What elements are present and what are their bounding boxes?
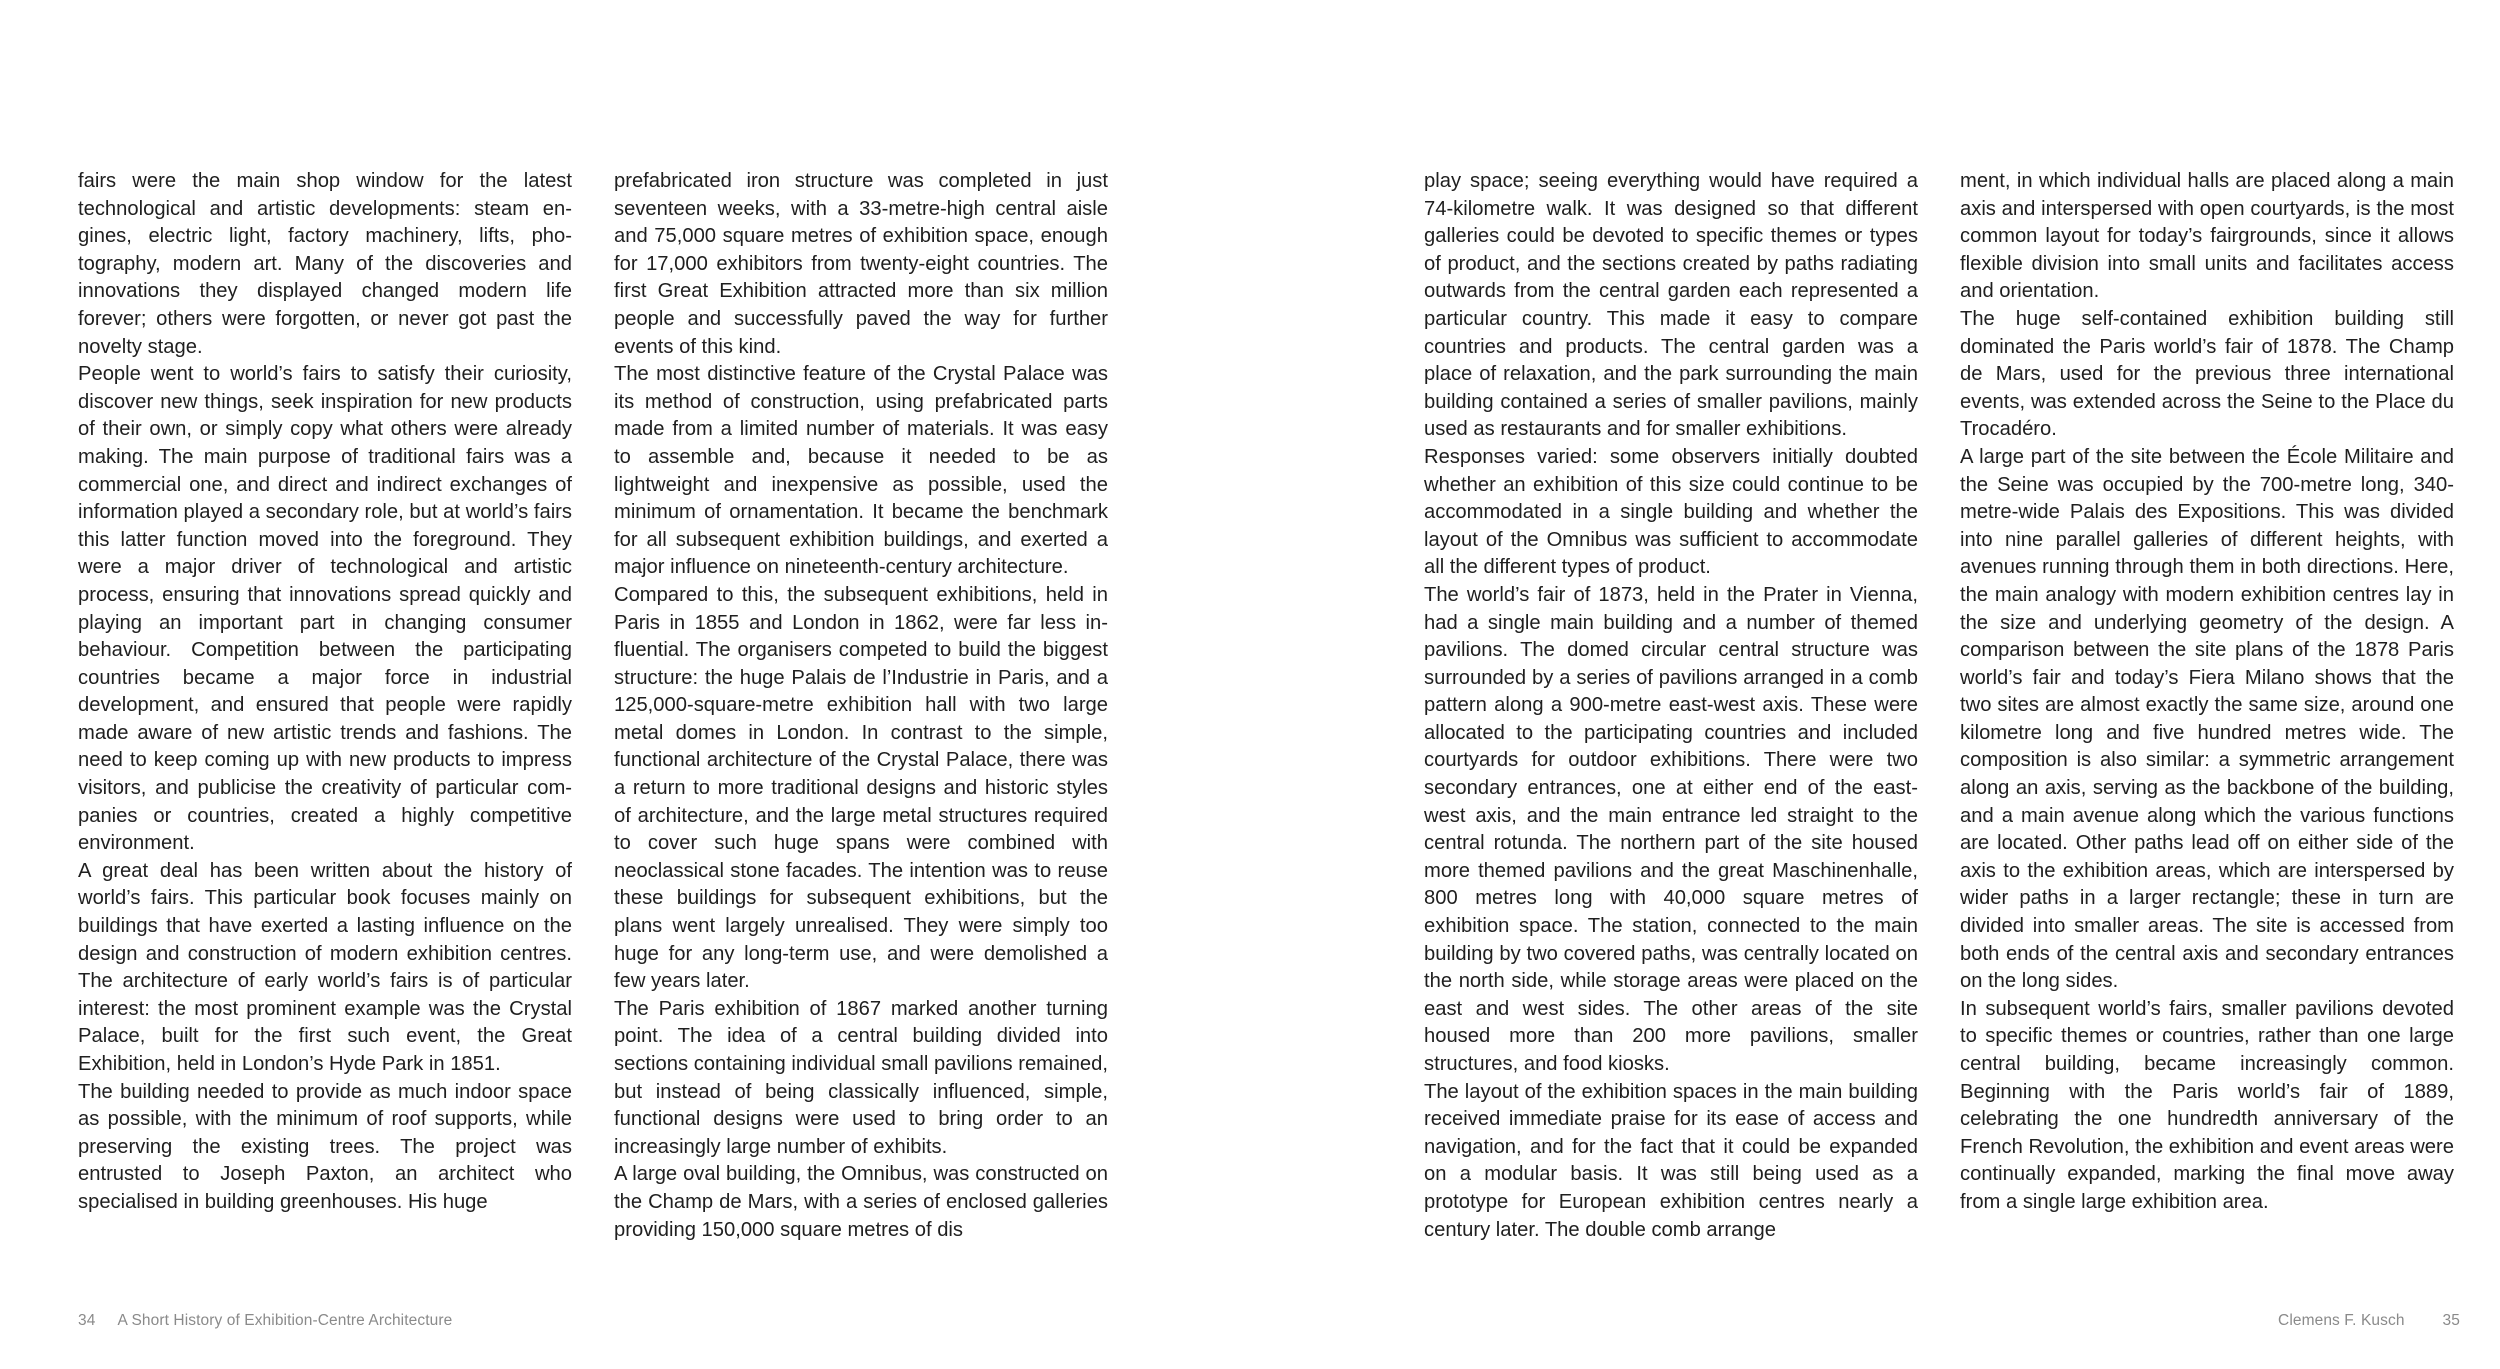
paragraph: play space; seeing everything would have required a 74-kilometre walk. It was designed so that different galleries could be devoted to specific themes or types of product, and the sections created by paths radiating outwards from the central garden each represented a particular country. This made it easy to compare countries and products. The central garden was a place of relaxation, and the park surrounding the main building contained a series of smaller pavilions, mainly used as restaurants and for smaller exhibitions. bbox=[1424, 170, 1918, 441]
paragraph: The most distinctive feature of the Crystal Palace was its method of construction, using prefabricated parts made from a limited number of materials. It was easy to assemble and, because it needed to be as lightweight and inexpensive as possible, used the minimum of ornamentation. It became the benchmark for all subsequent exhibition buildings, and exerted a major influence on nineteenth-century architecture. bbox=[614, 363, 1108, 579]
paragraph: Responses varied: some observers initially doubted whether an exhibition of this size could continue to be accommodated in a single building and whether the layout of the Omnibus was sufficient to accommodate all the different types of product. bbox=[1424, 445, 1918, 579]
paragraph: ment, in which individual halls are placed along a main axis and interspersed with open courtyards, is the most common layout for today’s fairgrounds, since it allows flexible division into small units and facilitates access and orientation. bbox=[1960, 170, 2454, 303]
left-page-column-1 bbox=[78, 168, 572, 1217]
paragraph: The world’s fair of 1873, held in the Prater in Vienna, had a single main building and a number of themed pavilions. The domed circular central structure was surrounded by a series of pavilions arranged in a comb pattern along a 900-metre east-west axis. These were allocated to the participating countries and included courtyards for outdoor exhibitions. There were two secondary entrances, one at either end of the east-west axis, and the main entrance led straight to the central rotunda. The northern part of the site housed more themed pavilions and the great Maschinenhalle, 800 metres long with 40,000 square metres of exhibition space. The station, connected to the main building by two covered paths, was centrally located on the north side, while storage areas were placed on the east and west sides. The other areas of the site housed more than 200 more pavilions, smaller structures, and food kiosks. bbox=[1424, 583, 1918, 1075]
right-page-footer bbox=[2278, 1311, 2460, 1331]
left-page-footer bbox=[78, 1311, 452, 1331]
paragraph: Compared to this, the subsequent exhibitions, held in Paris in 1855 and London in 1862, were far less influential. The organisers competed to build the biggest structure: the huge Palais de l’Industrie in Paris, and a 125,000-square-metre exhibition hall with two large metal domes in London. In contrast to the simple, functional architecture of the Crystal Palace, there was a return to more traditional designs and historic styles of architecture, and the large metal structures required to cover such huge spans were combined with neoclassical stone facades. The intention was to reuse these buildings for subsequent exhibitions, but the plans went largely unrealised. They were simply too huge for any long-term use, and were demolished a few years later. bbox=[614, 583, 1108, 993]
running-title: A Short History of Exhibition-Centre Architecture bbox=[117, 1312, 453, 1329]
author-name: Clemens F. Kusch bbox=[2278, 1312, 2405, 1329]
paragraph: prefabricated iron structure was completed in just seventeen weeks, with a 33-metre-high central aisle and 75,000 square metres of exhibition space, enough for 17,000 exhibitors from twenty-eight countries. The first Great Exhibition attracted more than six million people and successfully paved the way for further events of this kind. bbox=[614, 170, 1108, 358]
page-number: 34 bbox=[78, 1312, 96, 1329]
left-page-column-2 bbox=[614, 168, 1108, 1244]
paragraph: The Paris exhibition of 1867 marked another turning point. The idea of a central building divided into sections containing individual small pavilions remained, but instead of being classically influenced, simple, functional designs were used to bring order to an increasingly large number of exhibits. bbox=[614, 997, 1108, 1158]
paragraph: A great deal has been written about the history of world’s fairs. This particular book focuses mainly on buildings that have exerted a lasting influence on the design and construction of modern exhibition centres. The architecture of early world’s fairs is of particular interest: the most prominent example was the Crystal Palace, built for the first such event, the Great Exhibition, held in London’s Hyde Park in 1851. bbox=[78, 859, 572, 1075]
paragraph: The huge self-contained exhibition building still dominated the Paris world’s fair of 1878. The Champ de Mars, used for the previous three international events, was extended across the Seine to the Place du Trocadéro. bbox=[1960, 307, 2454, 441]
page-number: 35 bbox=[2442, 1312, 2460, 1329]
paragraph: A large part of the site between the École Militaire and the Seine was occupied by the 700-metre long, 340-metre-wide Palais des Expositions. This was divided into nine parallel galleries of different heights, with avenues running through them in both directions. Here, the main analogy with modern exhibition centres lay in the size and underlying geometry of the design. A comparison between the site plans of the 1878 Paris world’s fair and today’s Fiera Milano shows that the two sites are almost exactly the same size, around one kilometre long and five hundred metres wide. The composition is also similar: a symmetric arrangement along an axis, serving as the backbone of the building, and a main avenue along which the various functions are located. Other paths lead off on either side of the axis to the exhibition areas, which are interspersed by wider paths in a larger rectangle; these in turn are divided into smaller areas. The site is accessed from both ends of the central axis and secondary entrances on the long sides. bbox=[1960, 445, 2454, 993]
paragraph: People went to world’s fairs to satisfy their curiosity, discover new things, seek inspiration for new products of their own, or simply copy what others were already making. The main purpose of traditional fairs was a commercial one, and direct and indirect exchanges of information played a secondary role, but at world’s fairs this latter function moved into the foreground. They were a major driver of technological and artistic process, ensuring that innovations spread quickly and playing an important part in changing consumer behaviour. Competition between the participating countries became a major force in industrial development, and ensured that people were rapidly made aware of new artistic trends and fashions. The need to keep coming up with new products to impress visitors, and publicise the creativity of particular companies or countries, created a highly competitive environment. bbox=[78, 363, 572, 855]
paragraph: In subsequent world’s fairs, smaller pavilions devoted to specific themes or countries, rather than one large central building, became increasingly common. Beginning with the Paris world’s fair of 1889, celebrating the one hundredth anniversary of the French Revolution, the exhibition and event areas were continually expanded, marking the final move away from a single large exhibition area. bbox=[1960, 997, 2454, 1213]
paragraph: The building needed to provide as much indoor space as possible, with the minimum of roof supports, while preserving the existing trees. The project was entrusted to Joseph Paxton, an architect who specialised in building greenhouses. His huge bbox=[78, 1080, 572, 1213]
paragraph: The layout of the exhibition spaces in the main building received immediate praise for its ease of access and navigation, and for the fact that it could be expanded on a modular basis. It was still being used as a prototype for European exhibition centres nearly a century later. The double comb arrange bbox=[1424, 1080, 1918, 1241]
paragraph: fairs were the main shop window for the latest technological and artistic developments: steam engines, electric light, factory machinery, lifts, photography, modern art. Many of the discoveries and innovations they displayed changed modern life forever; others were forgotten, or never got past the novelty stage. bbox=[78, 170, 572, 358]
right-page-column-1 bbox=[1424, 168, 1918, 1244]
right-page-column-2 bbox=[1960, 168, 2454, 1217]
paragraph: A large oval building, the Omnibus, was constructed on the Champ de Mars, with a series of enclosed galleries providing 150,000 square metres of dis bbox=[614, 1163, 1108, 1241]
